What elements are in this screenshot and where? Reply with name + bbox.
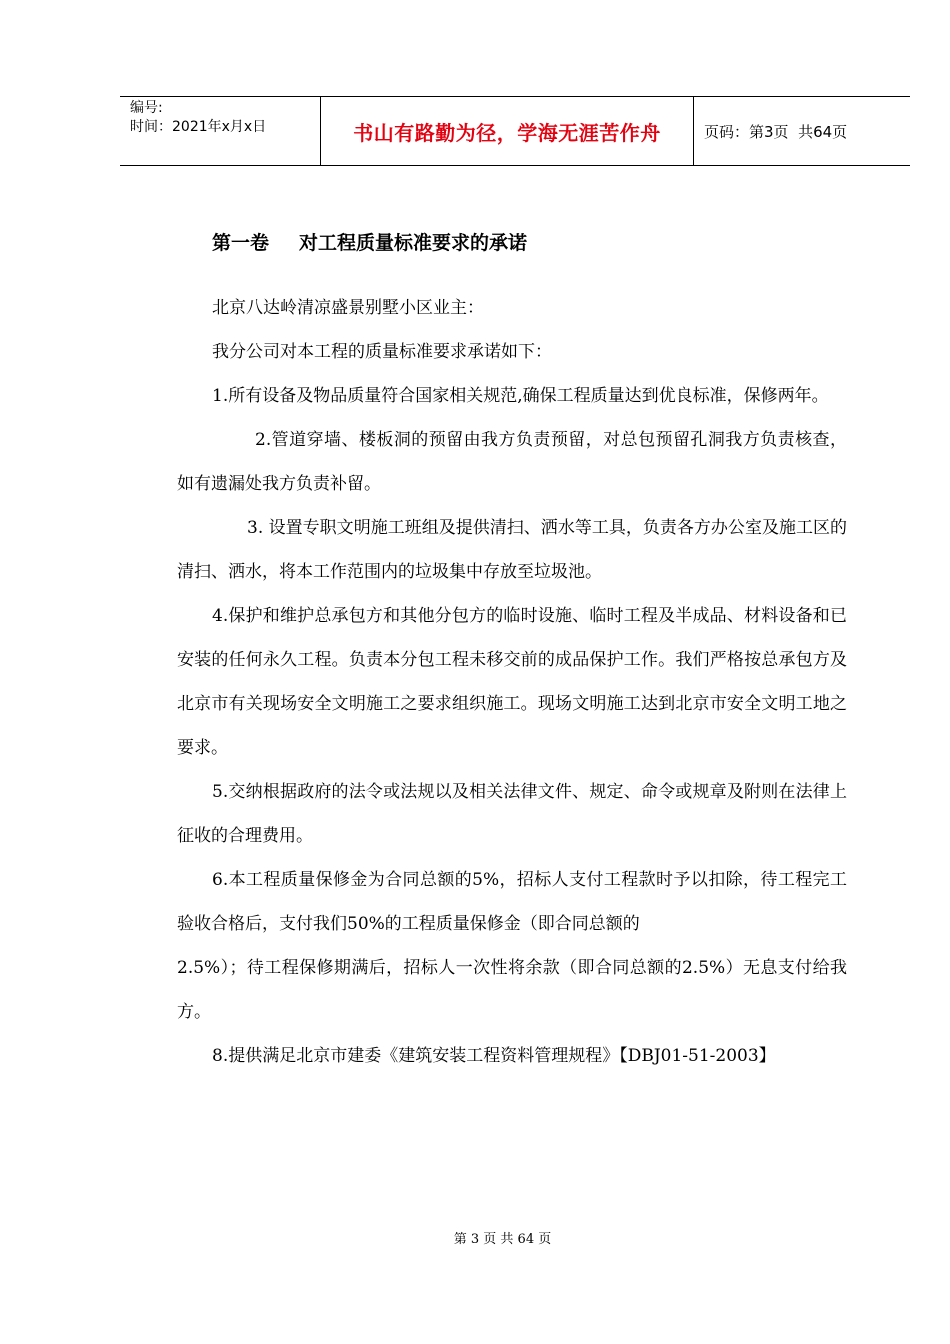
document-title	[212, 228, 527, 255]
time-label: 时间：2021年x月x日	[130, 119, 267, 135]
header-motto-cell	[321, 97, 694, 165]
page-header	[120, 96, 910, 166]
header-meta	[120, 97, 321, 165]
intro-paragraph: 我分公司对本工程的质量标准要求承诺如下：	[212, 342, 552, 362]
salutation: 北京八达岭清凉盛景别墅小区业主：	[212, 298, 484, 318]
header-page-cell	[694, 97, 910, 165]
item-6: 6.本工程质量保修金为合同总额的5%，招标人支付工程款时予以扣除，待工程完工验收合格后，支付我们50%的工程质量保修金（即合同总额的	[177, 870, 847, 934]
page-footer: 第 3 页 共 64 页	[453, 1232, 552, 1247]
number-label: 编号:	[130, 100, 163, 116]
title-part: 第一卷	[212, 232, 270, 254]
title-text: 对工程质量标准要求的承诺	[299, 232, 528, 254]
item-1: 1.所有设备及物品质量符合国家相关规范,确保工程质量达到优良标准，保修两年。	[212, 386, 829, 406]
item-6-continued: 2.5%）；待工程保修期满后，招标人一次性将余款（即合同总额的2.5%）无息支付给我方。	[177, 958, 847, 1022]
item-2: 2.管道穿墙、楼板洞的预留由我方负责预留，对总包预留孔洞我方负责核查，如有遗漏处我方负责补留。	[177, 430, 847, 494]
document-body	[177, 286, 847, 1078]
motto: 书山有路勤为径，学海无涯苦作舟	[353, 120, 661, 145]
page-code: 页码：第3页 共64页	[704, 122, 848, 141]
item-5: 5.交纳根据政府的法令或法规以及相关法律文件、规定、命令或规章及附则在法律上征收的合理费用。	[177, 782, 847, 846]
item-8: 8.提供满足北京市建委《建筑安装工程资料管理规程》【DBJ01-51-2003】	[212, 1046, 776, 1066]
item-3: 3. 设置专职文明施工班组及提供清扫、洒水等工具，负责各方办公室及施工区的清扫、洒水，将本工作范围内的垃圾集中存放至垃圾池。	[177, 518, 847, 582]
item-4: 4.保护和维护总承包方和其他分包方的临时设施、临时工程及半成品、材料设备和已安装的任何永久工程。负责本分包工程未移交前的成品保护工作。我们严格按总承包方及北京市有关现场安全文明施工之要求组织施工。现场文明施工达到北京市安全文明工地之要求。	[177, 606, 847, 758]
